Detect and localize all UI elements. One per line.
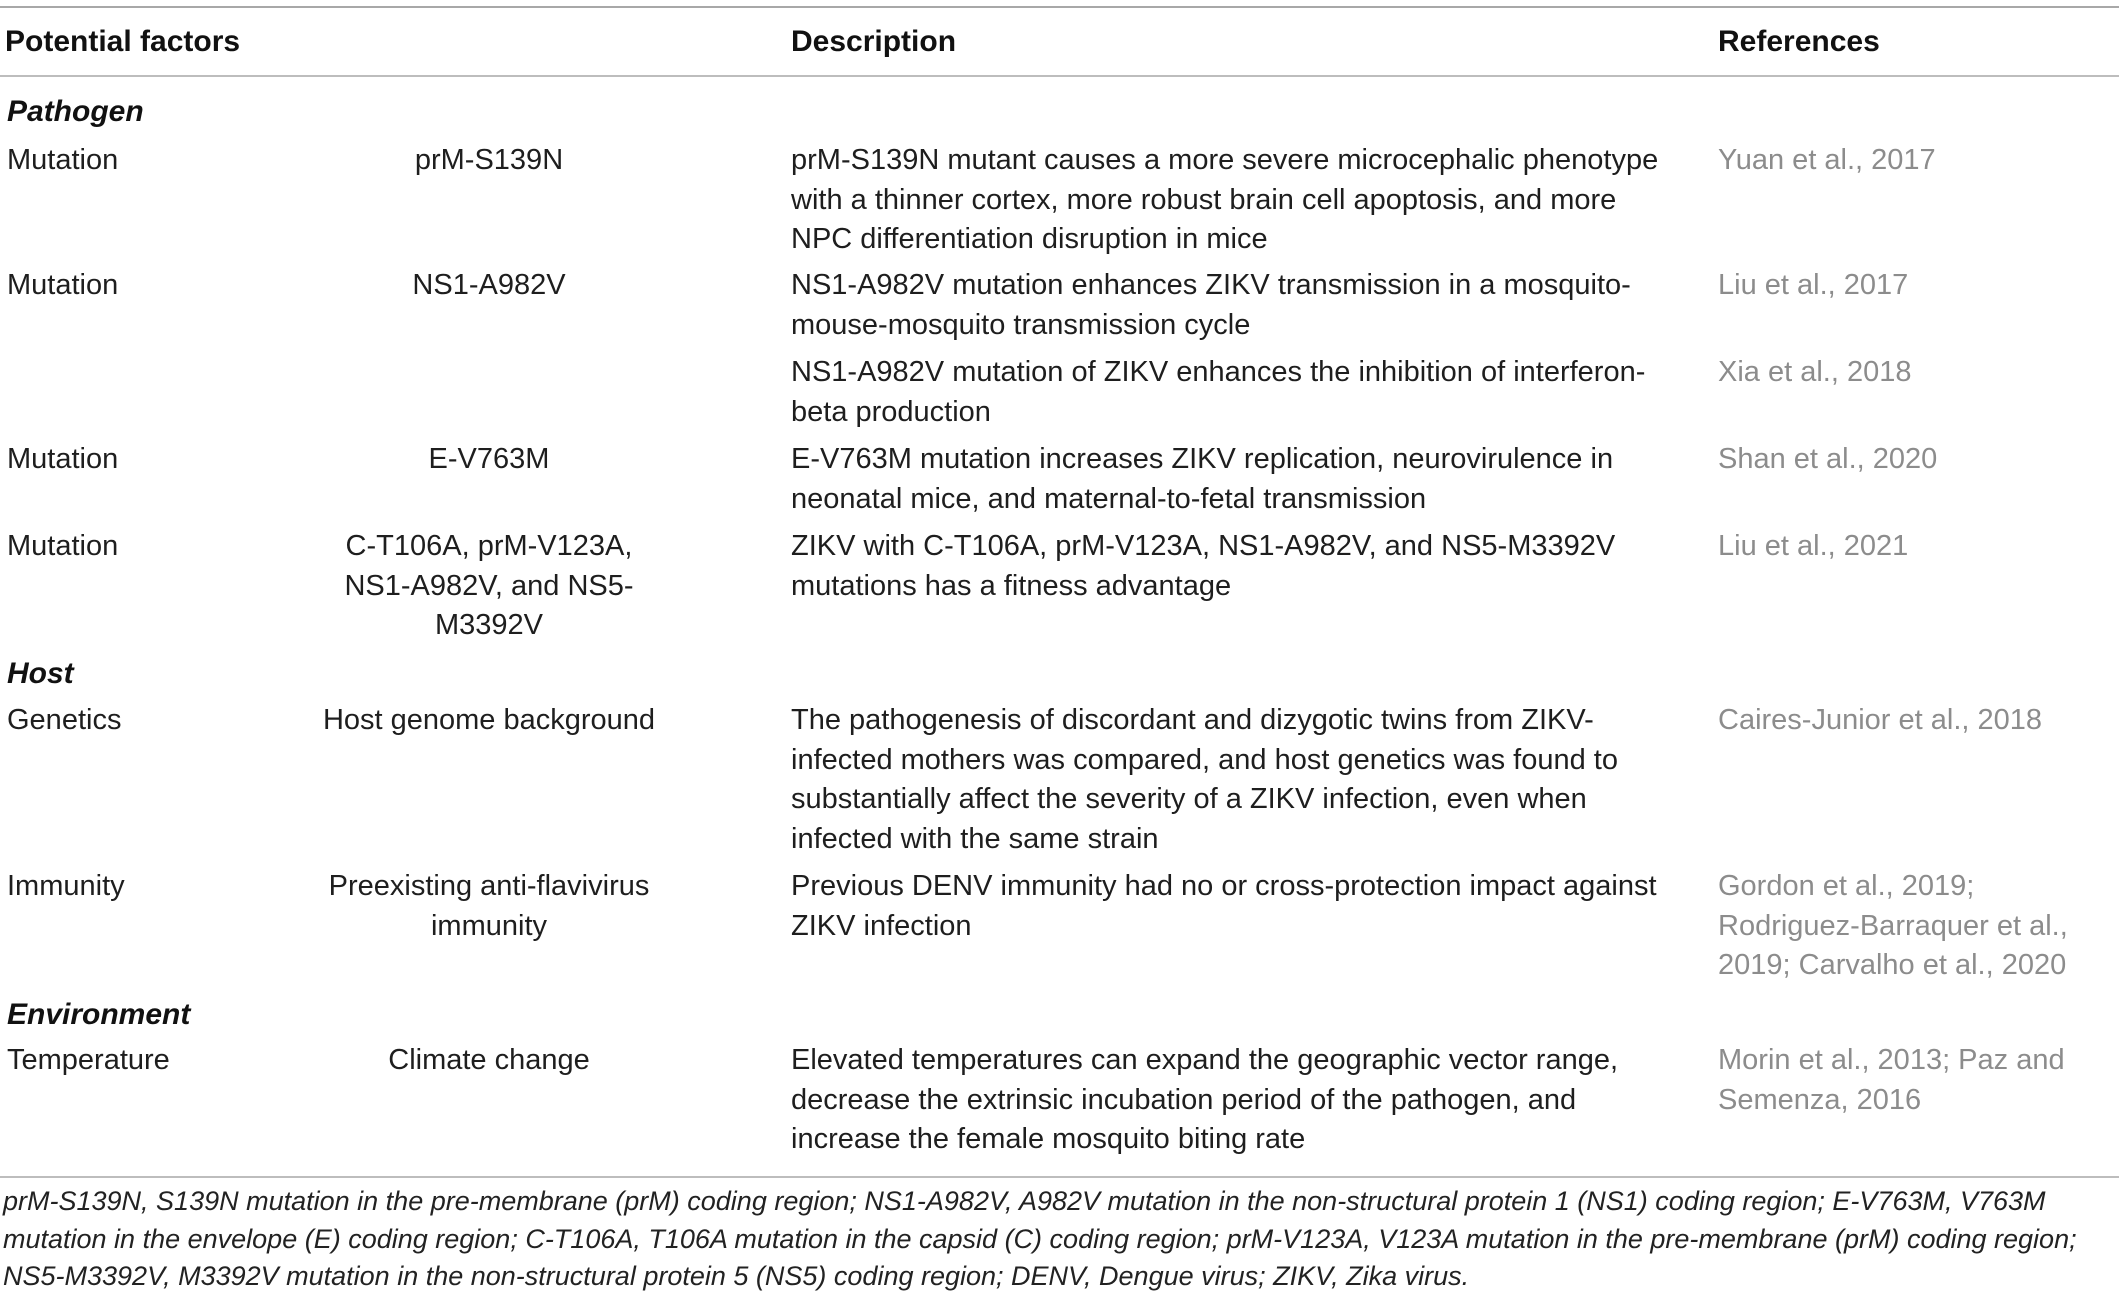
description-cell: Elevated temperatures can expand the geographic vector range, decrease the extrinsic incubation period of the pathogen, and increase the female mosquito biting rate	[791, 1044, 1619, 1156]
reference-link[interactable]: Xia et al., 2018	[1718, 356, 1912, 388]
table-top-rule	[0, 6, 2119, 8]
description-cell: prM-S139N mutant causes a more severe microcephalic phenotype with a thinner cortex, more robust brain cell apoptosis, and more NPC differentiation disruption in mice	[791, 144, 1659, 256]
column-header-factors: Potential factors	[5, 25, 241, 58]
description-cell: The pathogenesis of discordant and dizygotic twins from ZIKV-infected mothers was compared, and host genetics was found to substantially affect the severity of a ZIKV infection, even when infected with the same strain	[791, 704, 1618, 855]
factor-cell: Mutation	[7, 144, 119, 176]
reference-link[interactable]: Gordon et al., 2019; Rodriguez-Barraquer et al., 2019; Carvalho et al., 2020	[1718, 870, 2068, 982]
detail-cell: prM-S139N	[414, 144, 564, 176]
table-footnote: prM-S139N, S139N mutation in the pre-membrane (prM) coding region; NS1-A982V, A982V mutation in the non-structural protein 1 (NS1) coding region; E-V763M, V763M mutation in the envelope (E) coding region; C-T106A, T106A mutation in the capsid (C) coding region; prM-V123A, V123A mutation in the pre-membrane (prM) coding region; NS5-M3392V, M3392V mutation in the non-structural protein 5 (NS5) coding region; DENV, Dengue virus; ZIKV, Zika virus.	[3, 1186, 2077, 1291]
factor-cell: Immunity	[7, 870, 125, 902]
detail-cell: Host genome background	[322, 704, 656, 736]
footer-rule	[0, 1176, 2119, 1178]
description-cell: ZIKV with C-T106A, prM-V123A, NS1-A982V, and NS5-M3392V mutations has a fitness advantage	[791, 530, 1616, 602]
description-cell: E-V763M mutation increases ZIKV replication, neurovirulence in neonatal mice, and maternal-to-fetal transmission	[791, 443, 1614, 515]
section-title-host: Host	[7, 657, 74, 690]
description-cell: NS1-A982V mutation of ZIKV enhances the inhibition of interferon-beta production	[791, 356, 1646, 428]
factor-cell: Mutation	[7, 443, 119, 475]
detail-cell: C-T106A, prM-V123A, NS1-A982V, and NS5-M3392V	[344, 530, 634, 642]
reference-link[interactable]: Liu et al., 2017	[1718, 269, 1909, 301]
reference-link[interactable]: Shan et al., 2020	[1718, 443, 1938, 475]
factor-cell: Mutation	[7, 530, 119, 562]
column-header-references: References	[1718, 25, 1880, 58]
reference-link[interactable]: Yuan et al., 2017	[1718, 144, 1936, 176]
section-title-environment: Environment	[7, 998, 191, 1031]
factor-cell: Mutation	[7, 269, 119, 301]
section-title-pathogen: Pathogen	[7, 95, 144, 128]
description-cell: NS1-A982V mutation enhances ZIKV transmission in a mosquito-mouse-mosquito transmission cycle	[791, 269, 1631, 341]
description-cell: Previous DENV immunity had no or cross-protection impact against ZIKV infection	[791, 870, 1657, 942]
factor-cell: Genetics	[7, 704, 122, 736]
header-rule	[0, 75, 2119, 77]
reference-link[interactable]: Liu et al., 2021	[1718, 530, 1909, 562]
detail-cell: Preexisting anti-flavivirus immunity	[328, 870, 650, 942]
factor-cell: Temperature	[7, 1044, 170, 1076]
column-header-description: Description	[791, 25, 957, 58]
detail-cell: Climate change	[388, 1044, 590, 1076]
detail-cell: E-V763M	[428, 443, 550, 475]
reference-link[interactable]: Morin et al., 2013; Paz and Semenza, 2016	[1718, 1044, 2065, 1116]
detail-cell: NS1-A982V	[412, 269, 566, 301]
reference-link[interactable]: Caires-Junior et al., 2018	[1718, 704, 2042, 736]
